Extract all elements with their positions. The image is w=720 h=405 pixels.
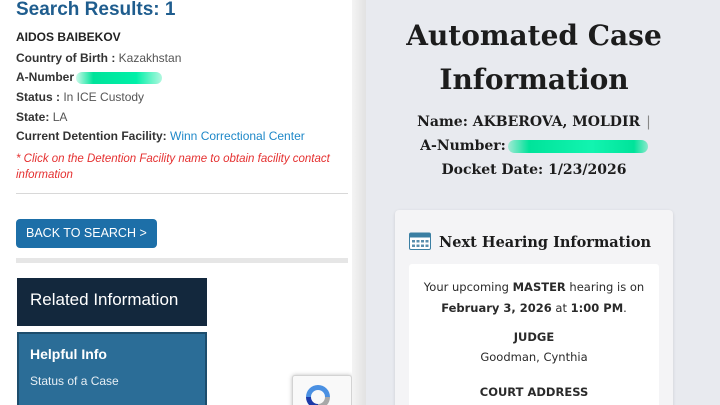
- judge-label: JUDGE: [513, 330, 555, 344]
- next-hearing-card: [395, 210, 673, 405]
- hearing-at: at: [551, 301, 571, 315]
- next-hearing-heading: [409, 232, 651, 254]
- facility-label: Current Detention Facility:: [16, 129, 171, 143]
- hearing-end: .: [623, 301, 627, 315]
- hearing-line2: [409, 301, 659, 315]
- case-title-line2: Information: [439, 63, 629, 96]
- name-value: AKBEROVA, MOLDIR: [472, 114, 641, 130]
- redaction-mark: [508, 140, 648, 153]
- case-title-line1: Automated Case: [406, 19, 662, 52]
- state-value: LA: [52, 110, 68, 124]
- separator: |: [646, 114, 651, 130]
- state-label: State:: [16, 110, 53, 124]
- status-row: [16, 90, 144, 104]
- status-of-case-link[interactable]: Status of a Case: [30, 374, 119, 388]
- redaction-mark: [76, 72, 162, 84]
- facility-note: * Click on the Detention Facility name to obtain facility contact information: [16, 153, 330, 181]
- docket-line: [366, 162, 702, 178]
- hearing-time: 1:00 PM: [570, 301, 624, 315]
- automated-case-info-panel: [366, 0, 720, 405]
- hearing-details: [409, 264, 659, 405]
- hearing-date: February 3, 2026: [441, 301, 552, 315]
- calendar-icon: [409, 232, 431, 254]
- results-title: Search Results: 1: [16, 0, 176, 20]
- name-label: Name:: [417, 114, 473, 130]
- name-line: [366, 114, 702, 130]
- country-value: Kazakhstan: [118, 51, 182, 65]
- a-number-row: [16, 70, 162, 84]
- court-address-label: COURT ADDRESS: [479, 385, 589, 399]
- hearing-type: MASTER: [512, 280, 566, 294]
- recaptcha-badge[interactable]: [292, 375, 352, 405]
- status-label: Status :: [16, 90, 64, 104]
- back-to-search-button[interactable]: BACK TO SEARCH >: [16, 219, 157, 248]
- a-number-line: [366, 138, 702, 154]
- judge-name: Goodman, Cynthia: [480, 350, 588, 364]
- detainee-name: AIDOS BAIBEKOV: [16, 30, 121, 44]
- country-of-birth-row: [16, 51, 181, 65]
- helpful-info-title: Helpful Info: [30, 346, 107, 362]
- hearing-mid: hearing is on: [565, 280, 645, 294]
- hearing-pre: Your upcoming: [423, 280, 513, 294]
- divider-thick: [16, 258, 348, 263]
- divider: [16, 193, 348, 194]
- docket-value: 1/23/2026: [548, 162, 627, 178]
- recaptcha-icon: [303, 382, 333, 405]
- helpful-info-box: [17, 332, 207, 405]
- country-label: Country of Birth :: [16, 51, 119, 65]
- docket-label: Docket Date:: [441, 162, 549, 178]
- facility-link[interactable]: Winn Correctional Center: [170, 129, 305, 143]
- a-number-label: A-Number:: [420, 138, 506, 154]
- facility-row: [16, 129, 305, 143]
- hearing-line1: [409, 280, 659, 294]
- next-hearing-title: Next Hearing Information: [439, 234, 652, 251]
- case-title: [366, 14, 702, 102]
- status-value: In ICE Custody: [63, 90, 145, 104]
- related-information-heading: Related Information: [17, 278, 207, 326]
- panel-edge: [352, 0, 366, 405]
- state-row: [16, 110, 67, 124]
- a-number-label: A-Number: [16, 70, 75, 84]
